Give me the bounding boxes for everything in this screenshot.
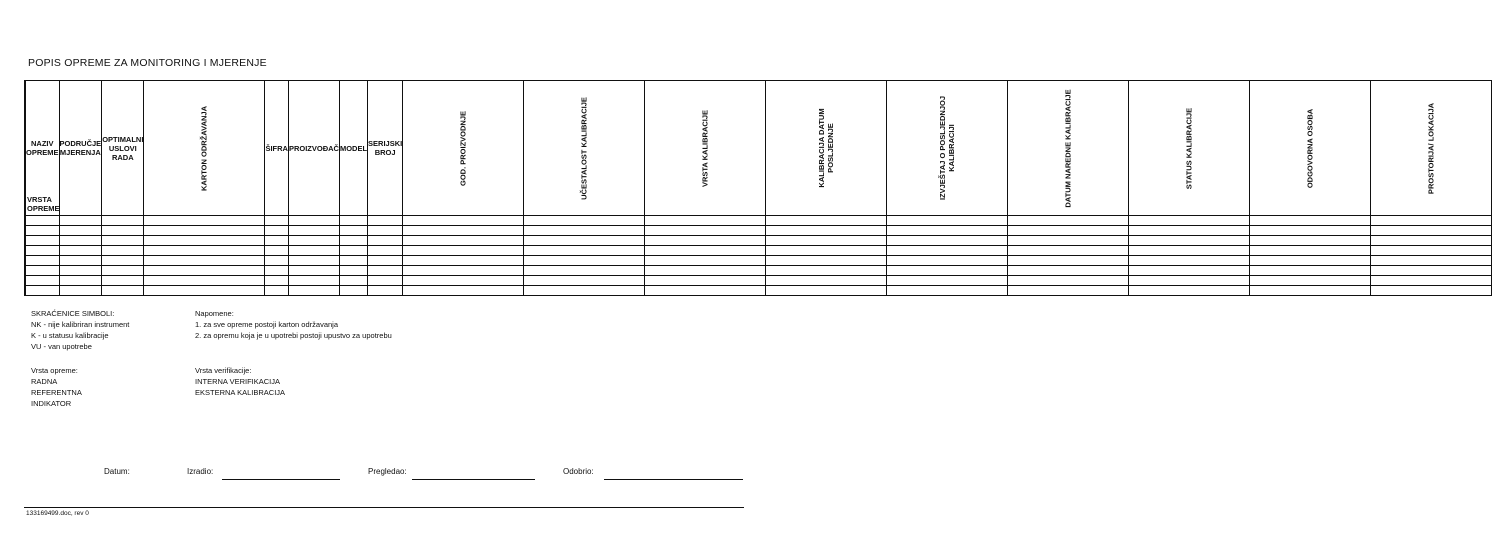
table-cell[interactable]: [645, 216, 766, 226]
table-cell[interactable]: [368, 216, 403, 226]
table-cell[interactable]: [59, 216, 102, 226]
equipment-type-section: [31, 365, 82, 409]
table-cell[interactable]: [887, 216, 1008, 226]
reviewed-by-line[interactable]: [412, 479, 535, 480]
table-cell[interactable]: [403, 236, 524, 246]
column-header-label: VRSTA KALIBRACIJE: [700, 109, 710, 187]
verification-type-heading: Vrsta verifikacije:: [195, 366, 252, 375]
column-header: [59, 81, 102, 216]
table-cell[interactable]: [645, 286, 766, 296]
column-header-label: OPTIMALNI USLOVI RADA: [102, 134, 144, 162]
table-cell[interactable]: [144, 216, 265, 226]
table-cell[interactable]: [144, 286, 265, 296]
table-cell[interactable]: [1371, 256, 1492, 266]
table-cell[interactable]: [645, 266, 766, 276]
column-header: [403, 81, 524, 216]
table-cell[interactable]: [887, 276, 1008, 286]
table-cell[interactable]: [59, 246, 102, 256]
table-cell[interactable]: [339, 256, 367, 266]
table-cell[interactable]: [26, 276, 60, 286]
table-cell[interactable]: [265, 276, 289, 286]
table-cell[interactable]: [144, 276, 265, 286]
table-cell[interactable]: [144, 256, 265, 266]
column-header-label: STATUS KALIBRACIJE: [1184, 107, 1194, 189]
table-cell[interactable]: [26, 256, 60, 266]
table-cell[interactable]: [766, 286, 887, 296]
table-cell[interactable]: [766, 236, 887, 246]
table-cell[interactable]: [524, 236, 645, 246]
column-header: [1008, 81, 1129, 216]
table-cell[interactable]: [1371, 226, 1492, 236]
table-cell[interactable]: [1250, 266, 1371, 276]
abbreviations-heading: SKRAĆENICE SIMBOLI:: [31, 309, 115, 318]
verification-type-item: EKSTERNA KALIBRACIJA: [195, 388, 286, 397]
prepared-by-label: Izradio:: [187, 467, 214, 476]
approved-by-label: Odobrio:: [563, 467, 594, 476]
column-header-label: UČESTALOST KALIBRACIJE: [579, 96, 589, 200]
footer-file-ref: 133169499.doc, rev 0: [26, 510, 89, 517]
abbreviation-item: K - u statusu kalibracije: [31, 331, 109, 340]
table-cell[interactable]: [887, 236, 1008, 246]
table-cell[interactable]: [1250, 236, 1371, 246]
table-row: [25, 266, 1492, 276]
table-cell[interactable]: [766, 246, 887, 256]
column-header-label: PODRUČJE MJERENJA: [59, 139, 102, 157]
table-cell[interactable]: [645, 246, 766, 256]
notes-heading: Napomene:: [195, 309, 234, 318]
note-item: 1. za sve opreme postoji karton održavanja: [195, 320, 338, 329]
table-cell[interactable]: [1008, 286, 1129, 296]
table-row: [25, 286, 1492, 296]
column-header: [1129, 81, 1250, 216]
table-cell[interactable]: [59, 226, 102, 236]
table-cell[interactable]: [288, 256, 339, 266]
table-cell[interactable]: [1371, 236, 1492, 246]
table-cell[interactable]: [1008, 226, 1129, 236]
table-cell[interactable]: [403, 276, 524, 286]
table-cell[interactable]: [288, 226, 339, 236]
table-cell[interactable]: [1371, 216, 1492, 226]
table-cell[interactable]: [1250, 256, 1371, 266]
column-header-label: VRSTA OPREME: [27, 195, 60, 213]
table-cell[interactable]: [265, 226, 289, 236]
table-cell[interactable]: [645, 256, 766, 266]
table-cell[interactable]: [1129, 256, 1250, 266]
equipment-type-item: RADNA: [31, 377, 58, 386]
table-cell[interactable]: [144, 246, 265, 256]
table-cell[interactable]: [288, 266, 339, 276]
table-cell[interactable]: [524, 286, 645, 296]
table-cell[interactable]: [524, 226, 645, 236]
table-cell[interactable]: [524, 246, 645, 256]
table-cell[interactable]: [265, 266, 289, 276]
table-cell[interactable]: [288, 236, 339, 246]
table-cell[interactable]: [766, 256, 887, 266]
table-cell[interactable]: [265, 246, 289, 256]
table-cell[interactable]: [339, 216, 367, 226]
table-cell[interactable]: [1129, 226, 1250, 236]
table-cell[interactable]: [1129, 276, 1250, 286]
column-header: [265, 81, 289, 216]
reviewed-by-label: Pregledao:: [368, 467, 407, 476]
column-header-label: ODGOVORNA OSOBA: [1305, 108, 1315, 188]
column-header-label: NAZIV OPREME: [26, 139, 59, 157]
table-cell[interactable]: [265, 216, 289, 226]
table-cell[interactable]: [59, 286, 102, 296]
table-row: [25, 216, 1492, 226]
table-cell[interactable]: [288, 286, 339, 296]
abbreviations-section: [31, 308, 129, 352]
verification-type-item: INTERNA VERIFIKACIJA: [195, 377, 281, 386]
equipment-type-item: INDIKATOR: [31, 399, 72, 408]
table-cell[interactable]: [368, 246, 403, 256]
table-cell[interactable]: [403, 246, 524, 256]
table-cell[interactable]: [403, 286, 524, 296]
table-cell[interactable]: [1250, 226, 1371, 236]
table-cell[interactable]: [1129, 286, 1250, 296]
table-cell[interactable]: [339, 226, 367, 236]
table-cell[interactable]: [339, 236, 367, 246]
table-row: [25, 276, 1492, 286]
column-header: [339, 81, 367, 216]
table-cell[interactable]: [26, 286, 60, 296]
table-cell[interactable]: [766, 226, 887, 236]
table-cell[interactable]: [1250, 246, 1371, 256]
column-header: [645, 81, 766, 216]
column-header: [524, 81, 645, 216]
table-cell[interactable]: [288, 246, 339, 256]
table-cell[interactable]: [887, 256, 1008, 266]
table-cell[interactable]: [59, 276, 102, 286]
table-cell[interactable]: [887, 246, 1008, 256]
column-header-label: KARTON ODRŽAVANJA: [199, 105, 209, 191]
table-cell[interactable]: [339, 276, 367, 286]
table-cell[interactable]: [368, 256, 403, 266]
table-cell[interactable]: [102, 236, 144, 246]
table-cell[interactable]: [339, 266, 367, 276]
table-cell[interactable]: [524, 276, 645, 286]
prepared-by-line[interactable]: [222, 479, 340, 480]
table-cell[interactable]: [26, 236, 60, 246]
table-cell[interactable]: [766, 276, 887, 286]
table-cell[interactable]: [1129, 246, 1250, 256]
table-cell[interactable]: [265, 286, 289, 296]
note-item: 2. za opremu koja je u upotrebi postoji upustvo za upotrebu: [195, 331, 392, 340]
column-header-label: PROSTORIJA/ LOKACIJA: [1426, 102, 1436, 194]
table-cell[interactable]: [102, 216, 144, 226]
table-cell[interactable]: [26, 266, 60, 276]
table-cell[interactable]: [403, 226, 524, 236]
table-cell[interactable]: [339, 286, 367, 296]
document-title: POPIS OPREME ZA MONITORING I MJERENJE: [28, 57, 267, 69]
table-cell[interactable]: [368, 286, 403, 296]
table-cell[interactable]: [339, 246, 367, 256]
table-cell[interactable]: [524, 266, 645, 276]
table-cell[interactable]: [403, 256, 524, 266]
table-cell[interactable]: [102, 256, 144, 266]
table-cell[interactable]: [1250, 286, 1371, 296]
table-cell[interactable]: [887, 226, 1008, 236]
table-header-row: [25, 81, 1492, 216]
abbreviation-item: NK - nije kalibriran instrument: [31, 320, 130, 329]
table-cell[interactable]: [524, 216, 645, 226]
table-cell[interactable]: [368, 236, 403, 246]
table-cell[interactable]: [1008, 246, 1129, 256]
table-cell[interactable]: [1371, 286, 1492, 296]
table-cell[interactable]: [1250, 276, 1371, 286]
table-row: [25, 226, 1492, 236]
table-cell[interactable]: [1371, 266, 1492, 276]
equipment-table: [24, 80, 1492, 296]
approved-by-line[interactable]: [604, 479, 743, 480]
column-header: [144, 81, 265, 216]
table-cell[interactable]: [288, 276, 339, 286]
table-cell[interactable]: [59, 256, 102, 266]
equipment-type-heading: Vrsta opreme:: [31, 366, 78, 375]
table-cell[interactable]: [368, 226, 403, 236]
table-cell[interactable]: [26, 226, 60, 236]
column-header: [102, 81, 144, 216]
table-cell[interactable]: [59, 236, 102, 246]
column-header: [368, 81, 403, 216]
table-cell[interactable]: [645, 236, 766, 246]
table-cell[interactable]: [368, 266, 403, 276]
column-header-label: IZVJEŠTAJ O POSLJEDNJOJ KALIBRACIJI: [938, 95, 957, 201]
column-header-label: DATUM NAREDNE KALIBRACIJE: [1063, 88, 1073, 208]
table-cell[interactable]: [102, 226, 144, 236]
date-label: Datum:: [104, 467, 130, 476]
table-cell[interactable]: [1129, 216, 1250, 226]
table-cell[interactable]: [887, 286, 1008, 296]
column-header-label: GOD. PROIZVODNJE: [458, 110, 468, 186]
column-header-label: KALIBRACIJA DATUM POSLJEDNJE: [817, 108, 836, 188]
column-header: [1250, 81, 1371, 216]
table-cell[interactable]: [59, 266, 102, 276]
column-header: [766, 81, 887, 216]
column-header-label: MODEL: [339, 143, 368, 153]
equipment-type-item: REFERENTNA: [31, 388, 82, 397]
table-cell[interactable]: [102, 276, 144, 286]
table-row: [25, 246, 1492, 256]
table-cell[interactable]: [144, 226, 265, 236]
column-header: [1371, 81, 1492, 216]
table-cell[interactable]: [766, 216, 887, 226]
table-cell[interactable]: [1008, 216, 1129, 226]
table-cell[interactable]: [265, 236, 289, 246]
table-cell[interactable]: [403, 266, 524, 276]
abbreviation-item: VU - van upotrebe: [31, 342, 92, 351]
table-cell[interactable]: [102, 286, 144, 296]
table-cell[interactable]: [265, 256, 289, 266]
table-cell[interactable]: [1250, 216, 1371, 226]
table-cell[interactable]: [26, 246, 60, 256]
column-header: [288, 81, 339, 216]
table-cell[interactable]: [645, 226, 766, 236]
footer-divider: [24, 507, 744, 508]
table-row: [25, 236, 1492, 246]
table-cell[interactable]: [524, 256, 645, 266]
table-cell[interactable]: [766, 266, 887, 276]
table-cell[interactable]: [1129, 266, 1250, 276]
table-cell[interactable]: [288, 216, 339, 226]
table-cell[interactable]: [1371, 276, 1492, 286]
table-cell[interactable]: [144, 266, 265, 276]
column-header-label: PROIZVOĐAČ: [288, 143, 339, 153]
column-header: [26, 81, 60, 216]
table-cell[interactable]: [1371, 246, 1492, 256]
table-cell[interactable]: [1008, 236, 1129, 246]
table-cell[interactable]: [1008, 276, 1129, 286]
table-cell[interactable]: [102, 246, 144, 256]
table-cell[interactable]: [645, 276, 766, 286]
table-cell[interactable]: [1129, 236, 1250, 246]
table-cell[interactable]: [887, 266, 1008, 276]
column-header: [887, 81, 1008, 216]
notes-section: [195, 308, 392, 341]
table-cell[interactable]: [403, 216, 524, 226]
verification-type-section: [195, 365, 285, 398]
table-cell[interactable]: [102, 266, 144, 276]
table-cell[interactable]: [144, 236, 265, 246]
table-cell[interactable]: [1008, 266, 1129, 276]
table-cell[interactable]: [368, 276, 403, 286]
table-cell[interactable]: [26, 216, 60, 226]
column-header-label: SERIJSKI BROJ: [368, 139, 403, 157]
column-header-label: ŠIFRA: [265, 143, 288, 153]
table-cell[interactable]: [1008, 256, 1129, 266]
table-row: [25, 256, 1492, 266]
